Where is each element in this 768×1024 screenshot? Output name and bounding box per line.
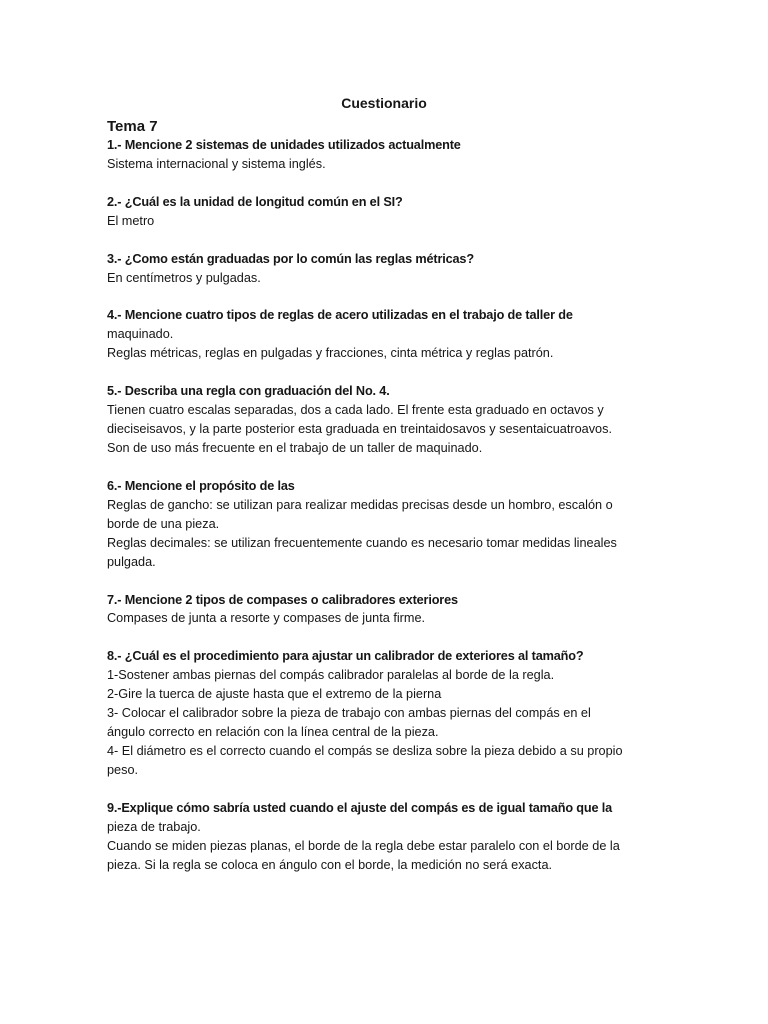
question-block xyxy=(107,591,747,629)
question-text: maquinado. xyxy=(107,327,174,342)
answer-text: pieza. Si la regla se coloca en ángulo con el borde, la medición no será exacta. xyxy=(107,857,553,872)
answer-text: pulgada. xyxy=(107,554,156,569)
question-block xyxy=(107,799,747,875)
question-text: 5.- Describa una regla con graduación del No. 4. xyxy=(107,384,390,399)
answer-text: dieciseisavos, y la parte posterior esta graduada en treintaidosavos y sesentaicuatroavos. xyxy=(107,422,612,437)
answer-text: 1-Sostener ambas piernas del compás calibrador paralelas al borde de la regla. xyxy=(107,668,555,683)
answer-text: El metro xyxy=(107,213,155,228)
question-text: 7.- Mencione 2 tipos de compases o calibradores exteriores xyxy=(107,592,458,607)
question-block xyxy=(107,193,747,231)
topic-heading: Tema 7 xyxy=(107,118,158,135)
answer-text: peso. xyxy=(107,762,139,777)
answer-text: Reglas decimales: se utilizan frecuentemente cuando es necesario tomar medidas lineales xyxy=(107,535,617,550)
answer-text: Cuando se miden piezas planas, el borde de la regla debe estar paralelo con el borde de la xyxy=(107,838,620,853)
question-text: 3.- ¿Como están graduadas por lo común las reglas métricas? xyxy=(107,251,474,266)
question-text: 2.- ¿Cuál es la unidad de longitud común en el SI? xyxy=(107,194,403,209)
answer-text: Son de uso más frecuente en el trabajo de un taller de maquinado. xyxy=(107,441,483,455)
question-block xyxy=(107,382,747,458)
question-block xyxy=(107,647,747,780)
answer-text: En centímetros y pulgadas. xyxy=(107,270,261,285)
question-block xyxy=(107,477,747,572)
document-title: Cuestionario xyxy=(341,95,427,111)
question-text: 8.- ¿Cuál es el procedimiento para ajustar un calibrador de exteriores al tamaño? xyxy=(107,649,584,664)
answer-text: 2-Gire la tuerca de ajuste hasta que el extremo de la pierna xyxy=(107,687,442,702)
answer-text: borde de una pieza. xyxy=(107,516,220,531)
question-block xyxy=(107,136,747,174)
question-block xyxy=(107,306,747,363)
answer-text: 3- Colocar el calibrador sobre la pieza de trabajo con ambas piernas del compás en el xyxy=(107,706,591,721)
answer-text: Sistema internacional y sistema inglés. xyxy=(107,156,326,171)
answer-text: Reglas métricas, reglas en pulgadas y fracciones, cinta métrica y reglas patrón. xyxy=(107,346,554,361)
question-text: 6.- Mencione el propósito de las xyxy=(107,478,295,493)
answer-text: Compases de junta a resorte y compases de junta firme. xyxy=(107,611,426,626)
answer-text: Reglas de gancho: se utilizan para realizar medidas precisas desde un hombro, escalón o xyxy=(107,497,613,512)
question-text: 4.- Mencione cuatro tipos de reglas de acero utilizadas en el trabajo de taller de xyxy=(107,308,573,323)
question-block xyxy=(107,250,747,288)
answer-text: ángulo correcto en relación con la línea central de la pieza. xyxy=(107,725,439,740)
answer-text: Tienen cuatro escalas separadas, dos a cada lado. El frente esta graduado en octavos y xyxy=(107,403,604,418)
question-list xyxy=(107,136,747,894)
question-text: pieza de trabajo. xyxy=(107,819,201,834)
question-text: 9.-Explique cómo sabría usted cuando el ajuste del compás es de igual tamaño que la xyxy=(107,800,613,815)
answer-text: 4- El diámetro es el correcto cuando el compás se desliza sobre la pieza debido a su propio xyxy=(107,744,623,758)
question-text: 1.- Mencione 2 sistemas de unidades utilizados actualmente xyxy=(107,138,461,152)
